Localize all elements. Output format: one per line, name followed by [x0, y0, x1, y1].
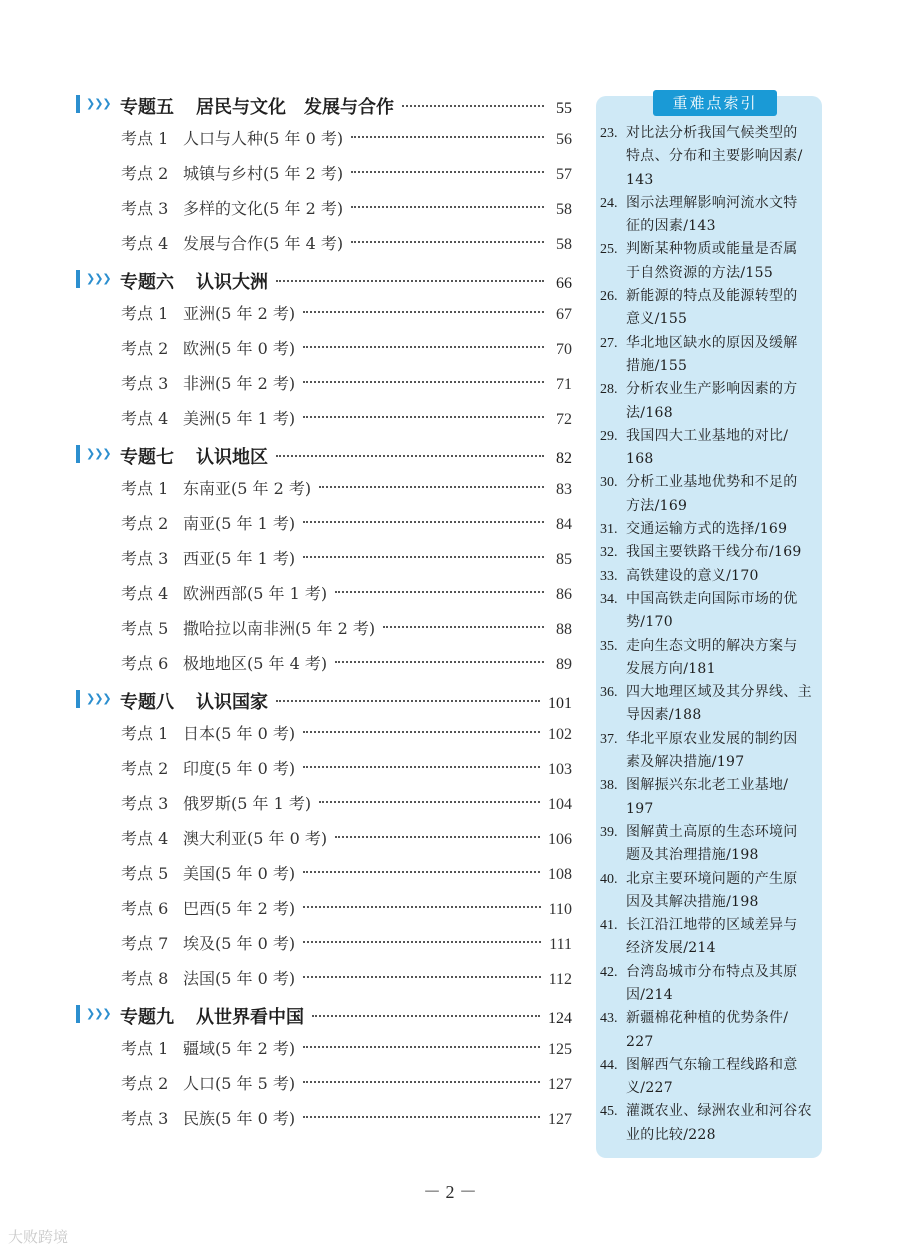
dot-leader	[276, 280, 544, 282]
point-label: 考点 6	[121, 654, 169, 673]
index-item-line	[600, 937, 818, 960]
point-label: 考点 1	[121, 479, 169, 498]
topic-title: 认识国家	[196, 691, 268, 713]
page-ref: 56	[556, 131, 572, 148]
point-label: 考点 1	[121, 1039, 169, 1058]
index-item-text: 义/227	[626, 1080, 673, 1097]
index-item-text: 措施/155	[626, 357, 688, 374]
point-title: 城镇与乡村(5 年 2 考)	[183, 164, 344, 183]
dot-leader	[319, 486, 544, 488]
index-item-number	[600, 145, 626, 168]
index-item-text: 题及其治理措施/198	[626, 847, 759, 864]
index-item-number	[600, 984, 626, 1007]
page-ref: 88	[556, 621, 572, 638]
index-item-number	[600, 844, 626, 867]
page-ref: 82	[556, 449, 572, 467]
index-item-number	[600, 798, 626, 821]
index-item-line	[600, 448, 818, 471]
index-item-line	[600, 774, 818, 797]
dot-leader	[303, 521, 544, 523]
dot-leader	[335, 661, 544, 663]
dot-leader	[303, 941, 541, 943]
index-item-text: 意义/155	[626, 311, 688, 328]
index-item-text: 导因素/188	[626, 707, 702, 724]
toc-subtopic-row[interactable]	[76, 576, 572, 611]
point-title: 人口与人种(5 年 0 考)	[183, 129, 344, 148]
index-item-number	[600, 355, 626, 378]
point-title: 多样的文化(5 年 2 考)	[183, 199, 344, 218]
index-item-line	[600, 378, 818, 401]
index-item-line	[600, 192, 818, 215]
point-title: 疆域(5 年 2 考)	[183, 1039, 296, 1058]
index-item-number	[600, 937, 626, 960]
index-item-line	[600, 635, 818, 658]
point-label: 考点 3	[121, 549, 169, 568]
index-item-text: 经济发展/214	[626, 940, 716, 957]
point-title: 西亚(5 年 1 考)	[183, 549, 296, 568]
dot-leader	[319, 801, 540, 803]
point-title: 人口(5 年 5 考)	[183, 1074, 296, 1093]
index-item-number	[600, 1077, 626, 1100]
index-item-text: 灌溉农业、绿洲农业和河谷农	[626, 1103, 812, 1120]
point-label: 考点 4	[121, 829, 169, 848]
index-item-line	[600, 145, 818, 168]
index-item-text: 我国四大工业基地的对比/	[626, 427, 789, 444]
index-item-line	[600, 1054, 818, 1077]
index-item-number	[600, 1031, 626, 1054]
dot-leader	[351, 136, 544, 138]
toc-subtopic-row[interactable]	[76, 821, 572, 856]
index-item-line	[600, 984, 818, 1007]
page-ref: 84	[556, 516, 572, 533]
index-item-number: 29.	[600, 428, 618, 444]
page-ref: 58	[556, 236, 572, 253]
index-item-number: 38.	[600, 778, 618, 794]
index-item-line	[600, 169, 818, 192]
index-item-text: 因及其解决措施/198	[626, 893, 759, 910]
index-list	[600, 122, 818, 1147]
index-item-line	[600, 844, 818, 867]
index-item-line	[600, 1100, 818, 1123]
index-item-number	[600, 1124, 626, 1147]
toc-subtopic-row[interactable]	[76, 366, 572, 401]
dot-leader	[303, 906, 540, 908]
index-item-number	[600, 215, 626, 238]
point-label: 考点 2	[121, 514, 169, 533]
point-title: 极地地区(5 年 4 考)	[183, 654, 328, 673]
index-item-text: 168	[626, 451, 654, 468]
index-item-text: 图解黄土高原的生态环境问	[626, 823, 798, 840]
dot-leader	[351, 171, 544, 173]
page-ref: 102	[548, 726, 572, 743]
dot-leader	[351, 206, 544, 208]
index-item-number	[600, 448, 626, 471]
dot-leader	[303, 766, 540, 768]
toc-subtopic-row[interactable]	[76, 156, 572, 191]
toc-subtopic-row[interactable]	[76, 191, 572, 226]
point-title: 美洲(5 年 1 考)	[183, 409, 296, 428]
page-ref: 57	[556, 166, 572, 183]
index-item-line	[600, 425, 818, 448]
key-points-index-panel	[596, 96, 822, 1158]
topic-title: 认识地区	[196, 446, 268, 468]
index-item-line	[600, 215, 818, 238]
index-item-text: 227	[626, 1033, 654, 1050]
index-item-number: 41.	[600, 918, 618, 934]
dot-leader	[276, 455, 544, 457]
page-ref: 111	[549, 936, 572, 953]
index-item-text: 新能源的特点及能源转型的	[626, 288, 798, 305]
index-item-line	[600, 728, 818, 751]
index-item-number	[600, 495, 626, 518]
point-title: 俄罗斯(5 年 1 考)	[183, 794, 312, 813]
dot-leader	[303, 731, 540, 733]
dot-leader	[303, 1046, 540, 1048]
index-item-number: 25.	[600, 242, 618, 258]
index-item-text: 北京主要环境问题的产生原	[626, 870, 798, 887]
topic-title: 认识大洲	[196, 271, 268, 293]
point-title: 东南亚(5 年 2 考)	[183, 479, 312, 498]
dot-leader	[335, 836, 540, 838]
point-title: 印度(5 年 0 考)	[183, 759, 296, 778]
index-item-line	[600, 868, 818, 891]
index-item-text: 特点、分布和主要影响因素/	[626, 148, 803, 165]
toc-subtopic-row[interactable]	[76, 296, 572, 331]
dot-leader	[303, 871, 540, 873]
point-label: 考点 3	[121, 374, 169, 393]
point-label: 考点 4	[121, 584, 169, 603]
point-label: 考点 5	[121, 864, 169, 883]
point-label: 考点 3	[121, 1109, 169, 1128]
toc-subtopic-row[interactable]	[76, 471, 572, 506]
index-item-text: 发展方向/181	[626, 660, 716, 677]
toc-topic-row[interactable]	[76, 996, 572, 1031]
point-title: 欧洲(5 年 0 考)	[183, 339, 296, 358]
page-ref: 67	[556, 306, 572, 323]
point-label: 考点 4	[121, 409, 169, 428]
topic-marker-icon: ❯❯❯	[76, 261, 120, 296]
toc-subtopic-row[interactable]	[76, 786, 572, 821]
page-ref: 106	[548, 831, 572, 848]
page-ref: 103	[548, 761, 572, 778]
point-label: 考点 1	[121, 724, 169, 743]
index-item-number: 31.	[600, 522, 618, 538]
toc-subtopic-row[interactable]	[76, 541, 572, 576]
index-item-line	[600, 1007, 818, 1030]
index-item-line	[600, 1077, 818, 1100]
point-title: 发展与合作(5 年 4 考)	[183, 234, 344, 253]
point-title: 澳大利亚(5 年 0 考)	[183, 829, 328, 848]
toc-topic-row[interactable]	[76, 681, 572, 716]
index-item-text: 对比法分析我国气候类型的	[626, 125, 798, 141]
index-item-line	[600, 588, 818, 611]
toc-subtopic-row[interactable]	[76, 961, 572, 996]
point-label: 考点 7	[121, 934, 169, 953]
point-title: 巴西(5 年 2 考)	[183, 899, 296, 918]
index-item-line	[600, 821, 818, 844]
toc-subtopic-row[interactable]	[76, 1031, 572, 1066]
dot-leader	[312, 1015, 540, 1017]
index-item-line	[600, 611, 818, 634]
page-ref: 101	[548, 694, 572, 712]
page-ref: 125	[548, 1041, 572, 1058]
page-ref: 86	[556, 586, 572, 603]
index-item-number	[600, 611, 626, 634]
index-item-text: 走向生态文明的解决方案与	[626, 637, 798, 654]
toc-subtopic-row[interactable]	[76, 856, 572, 891]
page-ref: 127	[548, 1076, 572, 1093]
index-item-text: 华北地区缺水的原因及缓解	[626, 334, 798, 351]
index-item-line	[600, 565, 818, 588]
index-item-number: 43.	[600, 1011, 618, 1027]
index-item-line	[600, 308, 818, 331]
point-label: 考点 1	[121, 129, 169, 148]
index-item-text: 分析工业基地优势和不足的	[626, 474, 798, 491]
index-item-text: 于自然资源的方法/155	[626, 264, 774, 281]
dot-leader	[303, 346, 544, 348]
point-label: 考点 4	[121, 234, 169, 253]
page-ref: 112	[548, 971, 572, 988]
index-item-text: 分析农业生产影响因素的方	[626, 381, 798, 398]
dot-leader	[303, 311, 544, 313]
page-ref: 124	[548, 1009, 572, 1027]
topic-title: 居民与文化 发展与合作	[196, 96, 394, 118]
index-item-line	[600, 262, 818, 285]
topic-marker-icon: ❯❯❯	[76, 996, 120, 1031]
index-item-number: 42.	[600, 964, 618, 980]
index-item-number	[600, 308, 626, 331]
index-item-number: 26.	[600, 289, 618, 305]
page-ref: 83	[556, 481, 572, 498]
index-item-number: 45.	[600, 1104, 618, 1120]
toc-subtopic-row[interactable]	[76, 891, 572, 926]
index-item-text: 143	[626, 171, 654, 188]
index-item-number: 24.	[600, 195, 618, 211]
page-ref: 110	[548, 901, 572, 918]
point-title: 法国(5 年 0 考)	[183, 969, 296, 988]
index-item-text: 台湾岛城市分布特点及其原	[626, 963, 798, 980]
toc-subtopic-row[interactable]	[76, 401, 572, 436]
index-item-number	[600, 751, 626, 774]
toc-subtopic-row[interactable]	[76, 611, 572, 646]
point-title: 美国(5 年 0 考)	[183, 864, 296, 883]
index-item-text: 新疆棉花种植的优势条件/	[626, 1010, 789, 1027]
point-title: 亚洲(5 年 2 考)	[183, 304, 296, 323]
index-item-text: 中国高铁走向国际市场的优	[626, 590, 798, 607]
index-item-text: 因/214	[626, 986, 673, 1003]
page-ref: 71	[556, 376, 572, 393]
index-item-text: 征的因素/143	[626, 218, 716, 235]
index-item-text: 图解西气东输工程线路和意	[626, 1056, 798, 1073]
index-item-line	[600, 798, 818, 821]
topic-marker-icon: ❯❯❯	[76, 436, 120, 471]
toc-subtopic-row[interactable]	[76, 506, 572, 541]
index-item-line	[600, 541, 818, 564]
index-item-number: 36.	[600, 685, 618, 701]
index-item-line	[600, 355, 818, 378]
point-title: 埃及(5 年 0 考)	[183, 934, 296, 953]
point-title: 南亚(5 年 1 考)	[183, 514, 296, 533]
index-item-text: 图解振兴东北老工业基地/	[626, 777, 789, 794]
page-ref: 70	[556, 341, 572, 358]
index-title: 重难点索引	[653, 90, 777, 116]
index-item-number: 32.	[600, 545, 618, 561]
index-item-text: 高铁建设的意义/170	[626, 567, 759, 584]
index-item-line	[600, 891, 818, 914]
index-item-line	[600, 471, 818, 494]
index-item-line	[600, 495, 818, 518]
index-item-text: 197	[626, 800, 654, 817]
toc-topic-row[interactable]	[76, 261, 572, 296]
topic-label: 专题八	[120, 691, 174, 713]
topic-label: 专题六	[120, 271, 174, 293]
toc-topic-row[interactable]	[76, 436, 572, 471]
index-item-text: 交通运输方式的选择/169	[626, 521, 788, 538]
dot-leader	[303, 416, 544, 418]
page-ref: 108	[548, 866, 572, 883]
toc-subtopic-row[interactable]	[76, 1066, 572, 1101]
table-of-contents	[76, 86, 572, 1136]
dot-leader	[303, 556, 544, 558]
watermark: 大败跨境	[8, 1228, 69, 1246]
index-item-text: 素及解决措施/197	[626, 754, 745, 771]
index-item-number: 39.	[600, 824, 618, 840]
toc-subtopic-row[interactable]	[76, 1101, 572, 1136]
point-title: 民族(5 年 0 考)	[183, 1109, 296, 1128]
index-item-number	[600, 169, 626, 192]
index-item-number: 35.	[600, 638, 618, 654]
dot-leader	[351, 241, 544, 243]
index-item-line	[600, 914, 818, 937]
index-item-number: 28.	[600, 382, 618, 398]
dot-leader	[303, 1081, 540, 1083]
index-item-number: 37.	[600, 731, 618, 747]
index-item-line	[600, 518, 818, 541]
index-item-text: 判断某种物质或能量是否属	[626, 241, 798, 258]
index-item-text: 华北平原农业发展的制约因	[626, 730, 798, 747]
toc-subtopic-row[interactable]	[76, 646, 572, 681]
topic-label: 专题七	[120, 446, 174, 468]
point-title: 欧洲西部(5 年 1 考)	[183, 584, 328, 603]
point-label: 考点 5	[121, 619, 169, 638]
index-item-text: 业的比较/228	[626, 1126, 716, 1143]
toc-topic-row[interactable]	[76, 86, 572, 121]
point-label: 考点 1	[121, 304, 169, 323]
index-item-line	[600, 658, 818, 681]
index-item-number: 30.	[600, 475, 618, 491]
page-ref: 66	[556, 274, 572, 292]
topic-label: 专题九	[120, 1006, 174, 1028]
dot-leader	[276, 700, 540, 702]
index-item-number: 33.	[600, 568, 618, 584]
index-item-number: 44.	[600, 1057, 618, 1073]
index-item-number: 34.	[600, 591, 618, 607]
index-item-number	[600, 262, 626, 285]
page-ref: 127	[548, 1111, 572, 1128]
index-item-number: 23.	[600, 126, 618, 141]
index-item-text: 长江沿江地带的区域差异与	[626, 917, 798, 934]
dot-leader	[402, 105, 544, 107]
index-item-text: 法/168	[626, 404, 673, 421]
page-ref: 58	[556, 201, 572, 218]
page-ref: 55	[556, 99, 572, 117]
point-label: 考点 2	[121, 164, 169, 183]
dot-leader	[303, 381, 544, 383]
index-item-line	[600, 332, 818, 355]
toc-subtopic-row[interactable]	[76, 926, 572, 961]
toc-subtopic-row[interactable]	[76, 751, 572, 786]
index-item-text: 我国主要铁路干线分布/169	[626, 544, 802, 561]
index-item-line	[600, 1031, 818, 1054]
index-item-text: 势/170	[626, 614, 673, 631]
index-item-line	[600, 285, 818, 308]
dot-leader	[383, 626, 544, 628]
dot-leader	[335, 591, 544, 593]
toc-subtopic-row[interactable]	[76, 331, 572, 366]
point-label: 考点 6	[121, 899, 169, 918]
point-label: 考点 8	[121, 969, 169, 988]
toc-subtopic-row[interactable]	[76, 716, 572, 751]
index-item-line	[600, 961, 818, 984]
index-item-line	[600, 238, 818, 261]
page-ref: 72	[556, 411, 572, 428]
toc-subtopic-row[interactable]	[76, 121, 572, 156]
index-item-line	[600, 1124, 818, 1147]
point-label: 考点 2	[121, 759, 169, 778]
page-ref: 89	[556, 656, 572, 673]
point-title: 日本(5 年 0 考)	[183, 724, 296, 743]
index-item-number	[600, 658, 626, 681]
topic-marker-icon: ❯❯❯	[76, 86, 120, 121]
index-item-number: 27.	[600, 335, 618, 351]
point-title: 撒哈拉以南非洲(5 年 2 考)	[183, 619, 376, 638]
point-label: 考点 3	[121, 199, 169, 218]
index-item-line	[600, 681, 818, 704]
topic-marker-icon: ❯❯❯	[76, 681, 120, 716]
topic-label: 专题五	[120, 96, 174, 118]
topic-title: 从世界看中国	[196, 1006, 304, 1028]
point-label: 考点 2	[121, 1074, 169, 1093]
dot-leader	[303, 976, 540, 978]
page-number: － 2 －	[423, 1182, 477, 1202]
point-title: 非洲(5 年 2 考)	[183, 374, 296, 393]
index-item-number: 40.	[600, 871, 618, 887]
toc-subtopic-row[interactable]	[76, 226, 572, 261]
index-item-number	[600, 402, 626, 425]
index-item-number	[600, 891, 626, 914]
index-item-line	[600, 751, 818, 774]
index-item-text: 方法/169	[626, 497, 688, 514]
index-item-text: 四大地理区域及其分界线、主	[626, 684, 812, 701]
point-label: 考点 2	[121, 339, 169, 358]
point-label: 考点 3	[121, 794, 169, 813]
index-item-line	[600, 402, 818, 425]
dot-leader	[303, 1116, 540, 1118]
index-item-text: 图示法理解影响河流水文特	[626, 194, 798, 211]
index-item-line	[600, 704, 818, 727]
page-ref: 85	[556, 551, 572, 568]
index-item-line	[600, 122, 818, 145]
page-ref: 104	[548, 796, 572, 813]
index-item-number	[600, 704, 626, 727]
